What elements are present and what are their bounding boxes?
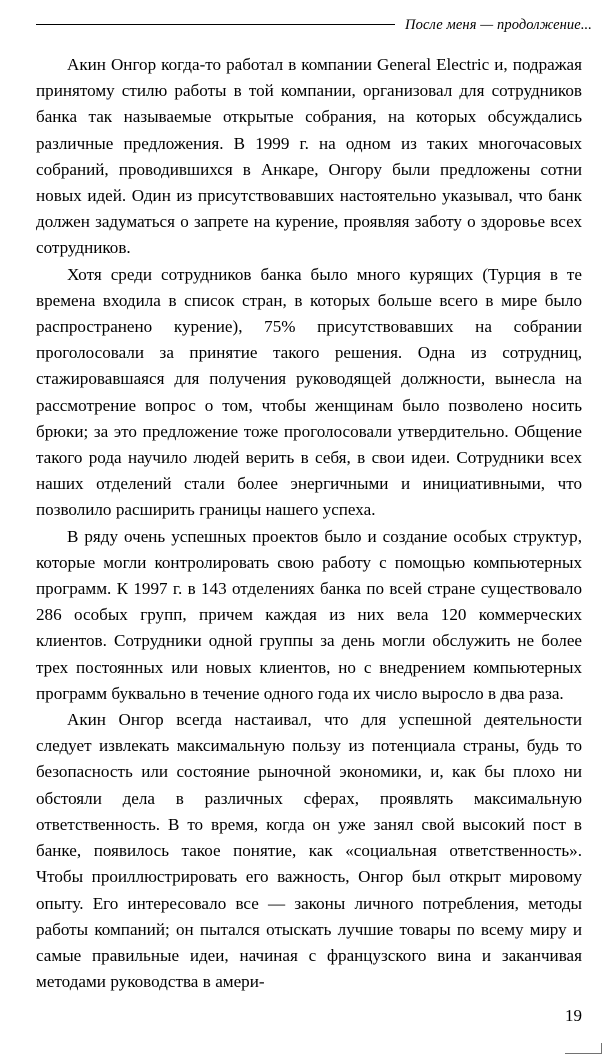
paragraph: Акин Онгор когда-то работал в компании General Electric и, подражая принятому стилю работы в той компании, организовал для сотрудников банка так называемые открытые собрания, на которых обсуждались различные предложения. В 1999 г. на одном из таких многочасовых собраний, проводившихся в Анкаре, Онгору были предложены сотни новых идей. Один из присутствовавших настоятельно указывал, что банк должен задуматься о запрете на курение, проявляя заботу о здоровье всех сотрудников. (36, 55, 582, 258)
running-head-title: После меня — продолжение... (405, 16, 592, 33)
running-head-rule (36, 24, 395, 25)
running-head (36, 14, 592, 36)
page-number: 19 (565, 1006, 582, 1025)
paragraph: В ряду очень успешных проектов было и создание особых структур, которые могли контролировать свою работу с помощью компьютерных программ. К 1997 г. в 143 отделениях банка по всей стране существовало 286 особых групп, причем каждая из них вела 120 коммерческих клиентов. Сотрудники одной группы за день могли обслужить не более трех постоянных или новых клиентов, но с внедрением компьютерных программ буквально в течение одного года их число выросло в два раза. (36, 526, 582, 703)
corner-crop-mark (565, 1043, 602, 1054)
paragraph: Хотя среди сотрудников банка было много курящих (Турция в те времена входила в список стран, в которых больше всего в мире было распространено курение), 75% присутствовавших на собрании проголосовали за принятие такого решения. Одна из сотрудниц, стажировавшаяся для получения руководящей должности, вынесла на рассмотрение вопрос о том, чтобы женщинам было позволено носить брюки; за это предложение тоже проголосовали утвердительно. Общение такого рода научило людей верить в себя, в свои идеи. Сотрудники всех наших отделений стали более энергичными и инициативными, что позволило расширить границы нашего успеха. (36, 264, 582, 520)
paragraph: Акин Онгор всегда настаивал, что для успешной деятельности следует извлекать максимальную пользу из потенциала страны, будь то безопасность или состояние рыночной экономики, и, как бы плохо ни обстояли дела в различных сферах, проявлять максимальную ответственность. В то время, когда он уже занял свой высокий пост в банке, появилось такое понятие, как «социальная ответственность». Чтобы проиллюстрировать его важность, Онгор был открыт мировому опыту. Его интересовало все — законы личного потребления, методы работы компаний; он пытался отыскать лучшие товары по всему миру и самые правильные идеи, начиная с французского вина и заканчивая методами руководства в амери- (36, 710, 582, 992)
body-text (36, 52, 582, 995)
